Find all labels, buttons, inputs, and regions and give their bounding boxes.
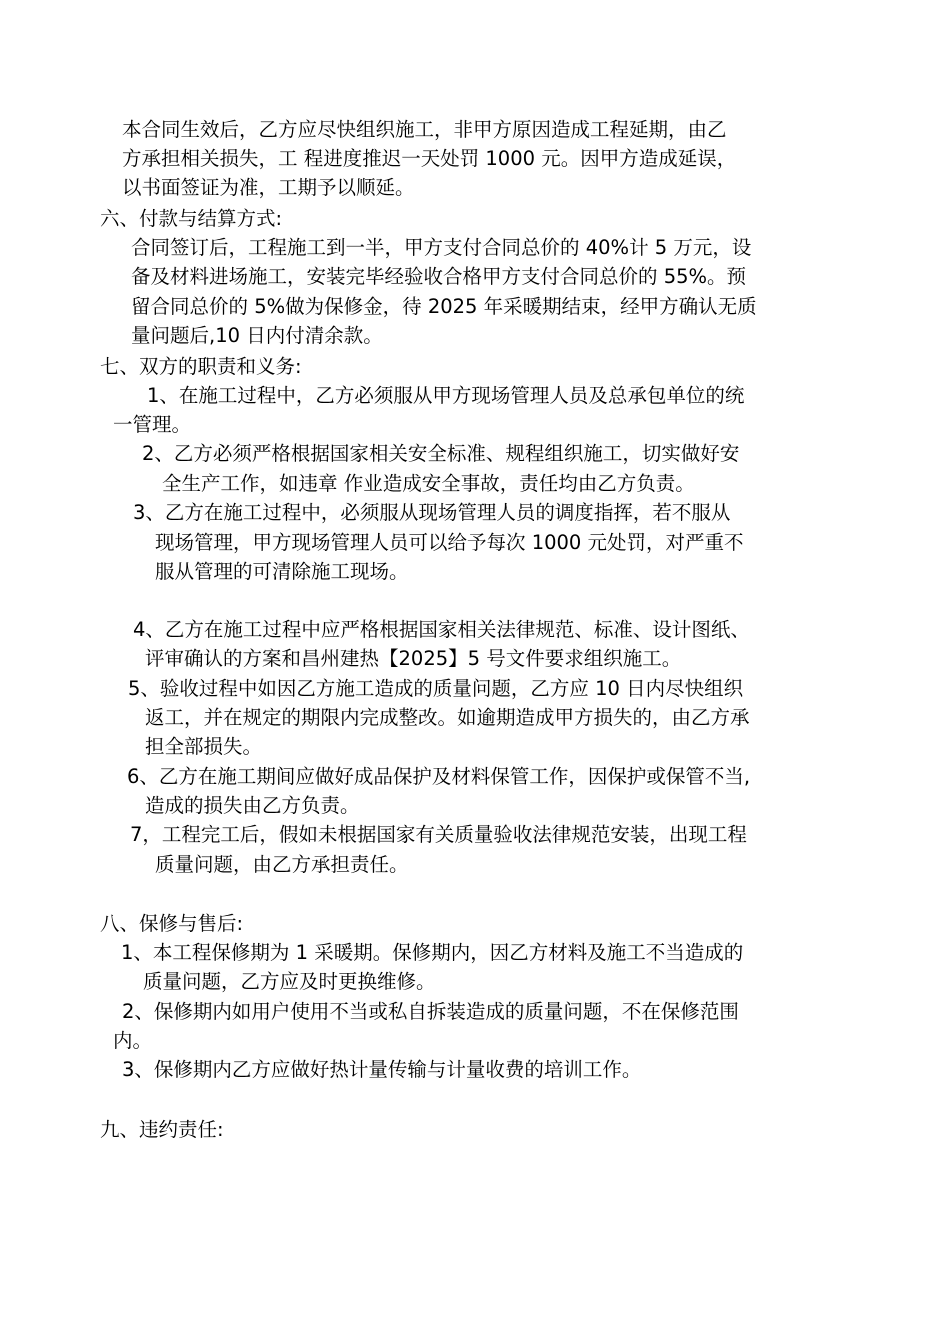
list-item-line: 5、验收过程中如因乙方施工造成的质量问题，乙方应 10 日内尽快组织: [128, 677, 744, 700]
paragraph-line: [131, 235, 751, 261]
paragraph-line: 方承担相关损失，工 程进度推迟一天处罚 1000 元。因甲方造成延误，: [122, 147, 737, 170]
paragraph-line: 本合同生效后，乙方应尽快组织施工，非甲方原因造成工程延期，由乙: [122, 118, 727, 141]
list-item-line: 内。: [113, 1029, 153, 1052]
paragraph-line: 备及材料进场施工，安装完毕经验收合格甲方支付合同总价的 55%。预: [131, 265, 747, 288]
list-item-line: 造成的损失由乙方负责。: [145, 794, 360, 817]
list-item-line: 现场管理，甲方现场管理人员可以给予每次 1000 元处罚，对严重不: [155, 531, 744, 554]
list-item-line: 返工，并在规定的期限内完成整改。如逾期造成甲方损失的，由乙方承: [145, 706, 750, 729]
list-item-line: 评审确认的方案和昌州建热【2025】5 号文件要求组织施工。: [145, 647, 682, 670]
section-heading: 七、双方的职责和义务:: [100, 355, 302, 378]
section-heading: 九、违约责任:: [100, 1118, 224, 1141]
list-item-line: 4、乙方在施工过程中应严格根据国家相关法律规范、标准、设计图纸、: [133, 618, 750, 641]
paragraph-fragment: 工程施工到一半: [248, 236, 385, 259]
list-item-line: 6、乙方在施工期间应做好成品保护及材料保管工作，因保护或保管不当,: [127, 765, 751, 788]
paragraph-line: 量问题后,10 日内付清余款。: [131, 324, 383, 347]
list-item-line: 3、乙方在施工过程中，必须服从现场管理人员的调度指挥，若不服从: [133, 501, 731, 524]
list-item-line: 2、保修期内如用户使用不当或私自拆装造成的质量问题，不在保修范围: [122, 1000, 739, 1023]
paragraph-fragment: 合同签订后，: [131, 236, 249, 259]
list-item-line: 质量问题，由乙方承担责任。: [155, 853, 409, 876]
list-item-line: 一管理。: [113, 413, 192, 436]
list-item-line: 3、保修期内乙方应做好热计量传输与计量收费的培训工作。: [122, 1058, 642, 1081]
list-item-line: 7，工程完工后，假如未根据国家有关质量验收法律规范安装，出现工程: [130, 823, 747, 846]
section-heading: 六、付款与结算方式:: [100, 207, 283, 230]
list-item-line: 1、在施工过程中，乙方必须服从甲方现场管理人员及总承包单位的统: [147, 384, 745, 407]
list-item-line: 质量问题，乙方应及时更换维修。: [143, 970, 436, 993]
paragraph-line: 留合同总价的 5%做为保修金，待 2025 年采暖期结束，经甲方确认无质: [131, 295, 757, 318]
paragraph-line: 以书面签证为准，工期予以顺延。: [122, 176, 415, 199]
list-item-line: 担全部损失。: [145, 735, 263, 758]
list-item-line: 全生产工作，如违章 作业造成安全事故，责任均由乙方负责。: [162, 472, 695, 495]
section-heading: 八、保修与售后:: [100, 912, 244, 935]
list-item-line: 2、乙方必须严格根据国家相关安全标准、规程组织施工，切实做好安: [142, 442, 740, 465]
paragraph-fragment: ，甲方支付合同总价的 40%计 5 万元，设: [384, 236, 752, 259]
list-item-line: 服从管理的可清除施工现场。: [155, 560, 409, 583]
list-item-line: 1、本工程保修期为 1 采暖期。保修期内，因乙方材料及施工不当造成的: [121, 941, 744, 964]
